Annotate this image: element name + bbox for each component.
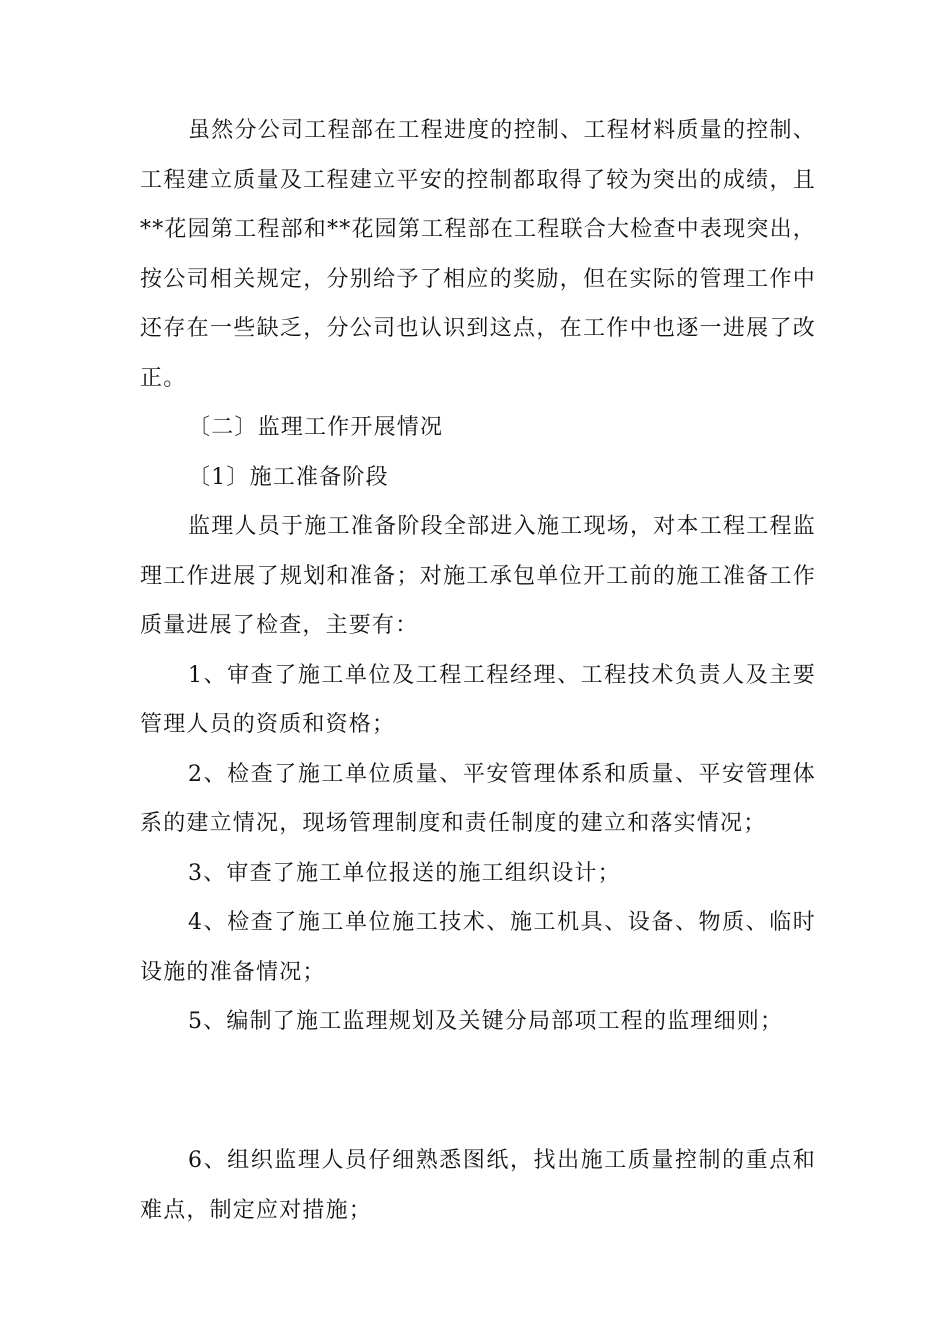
- section-heading-supervision: 〔二〕监理工作开展情况: [188, 415, 444, 440]
- list-item-5: 5、编制了施工监理规划及关键分局部项工程的监理细则；: [188, 1009, 784, 1034]
- list-item-6: 6、组织监理人员仔细熟悉图纸，找出施工质量控制的重点和难点，制定应对措施；: [140, 1148, 816, 1223]
- list-item-3: 3、审查了施工单位报送的施工组织设计；: [188, 860, 621, 886]
- text-block-continued: [140, 1136, 816, 1235]
- paragraph-preparation-intro: 监理人员于施工准备阶段全部进入施工现场，对本工程工程监理工作进展了规划和准备；对施工承包单位开工前的施工准备工作质量进展了检查，主要有：: [140, 514, 816, 638]
- list-item-4: 4、检查了施工单位施工技术、施工机具、设备、物质、临时设施的准备情况；: [140, 910, 816, 985]
- text-block-main: [140, 106, 816, 1047]
- subsection-heading-preparation: 〔1〕施工准备阶段: [188, 464, 389, 490]
- list-item-1: 1、审查了施工单位及工程工程经理、工程技术负责人及主要管理人员的资质和资格；: [140, 662, 816, 737]
- list-item-2: 2、检查了施工单位质量、平安管理体系和质量、平安管理体系的建立情况，现场管理制度和责任制度的建立和落实情况；: [140, 761, 816, 836]
- paragraph-progress-summary: 虽然分公司工程部在工程进度的控制、工程材料质量的控制、工程建立质量及工程建立平安的控制都取得了较为突出的成绩，且**花园第工程部和**花园第工程部在工程联合大检查中表现突出，按公司相关规定，分别给予了相应的奖励，但在实际的管理工作中还存在一些缺乏，分公司也认识到这点，在工作中也逐一进展了改正。: [140, 118, 816, 391]
